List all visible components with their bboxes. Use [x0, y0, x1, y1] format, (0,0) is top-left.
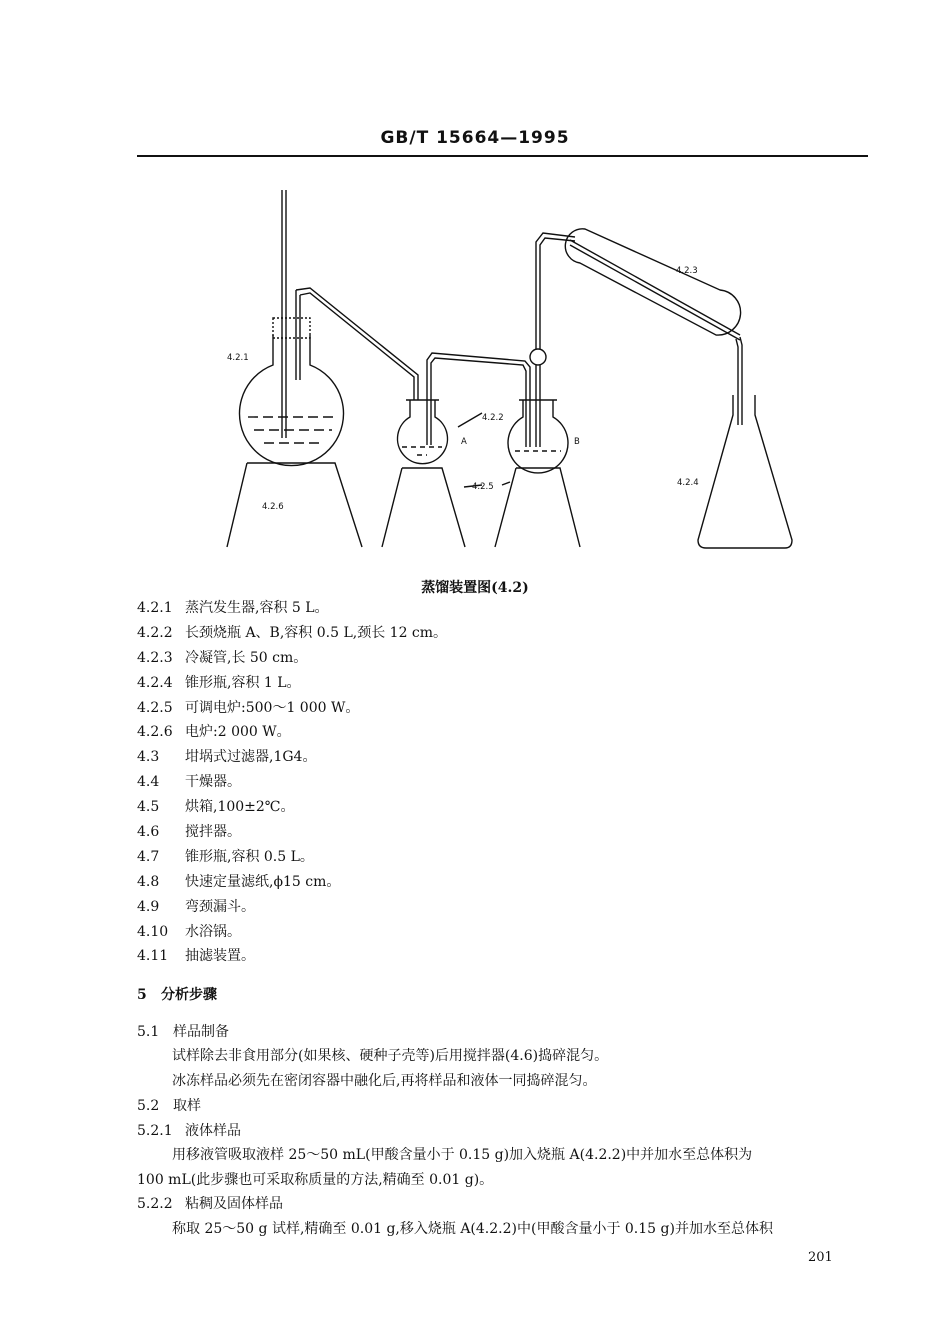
paragraph: 试样除去非食用部分(如果核、硬种子壳等)后用搅拌器(4.6)捣碎混匀。: [172, 1048, 609, 1064]
electric-stove-b: [495, 468, 580, 547]
condenser: [565, 229, 740, 340]
receiver-flask: [698, 395, 792, 548]
list-item: 4.2.2 长颈烧瓶 A、B,容积 0.5 L,颈长 12 cm。: [137, 625, 448, 641]
label-flask-a: A: [461, 437, 467, 447]
list-item: 4.2.1 蒸汽发生器,容积 5 L。: [137, 600, 329, 616]
section-heading: 5 分析步骤: [137, 987, 217, 1003]
list-item: 4.5 烘箱,100±2℃。: [137, 799, 295, 815]
flask-a: [398, 400, 448, 464]
distillation-apparatus-figure: [210, 185, 810, 555]
subsection-heading: 5.2.1 液体样品: [137, 1123, 241, 1139]
list-item: 4.10 水浴锅。: [137, 924, 241, 940]
header-rule: [137, 155, 868, 157]
label-4-2-1: 4.2.1: [227, 353, 249, 363]
paragraph: 100 mL(此步骤也可采取称质量的方法,精确至 0.01 g)。: [137, 1172, 494, 1188]
label-4-2-6: 4.2.6: [262, 502, 284, 512]
subsection-heading: 5.1 样品制备: [137, 1024, 229, 1040]
paragraph: 冰冻样品必须先在密闭容器中融化后,再将样品和液体一同捣碎混匀。: [172, 1073, 597, 1089]
list-item: 4.6 搅拌器。: [137, 824, 241, 840]
paragraph: 用移液管吸取液样 25～50 mL(甲酸含量小于 0.15 g)加入烧瓶 A(4.2.2)中并加水至总体积为: [172, 1147, 753, 1163]
label-4-2-3: 4.2.3: [676, 266, 698, 276]
list-item: 4.4 干燥器。: [137, 774, 241, 790]
electric-stove-a: [382, 468, 465, 547]
list-item: 4.2.6 电炉:2 000 W。: [137, 724, 291, 740]
list-item: 4.8 快速定量滤纸,ϕ15 cm。: [137, 874, 341, 890]
list-item: 4.11 抽滤装置。: [137, 948, 255, 964]
label-flask-b: B: [574, 437, 580, 447]
list-item: 4.2.5 可调电炉:500～1 000 W。: [137, 700, 360, 716]
standard-code: GB/T 15664—1995: [380, 128, 570, 148]
page-number: 201: [808, 1250, 833, 1265]
flask-b: [508, 349, 568, 473]
label-4-2-4: 4.2.4: [677, 478, 699, 488]
electric-stove-large: [227, 463, 362, 547]
list-item: 4.2.4 锥形瓶,容积 1 L。: [137, 675, 301, 691]
label-4-2-5: 4.2.5: [472, 482, 494, 492]
subsection-heading: 5.2.2 粘稠及固体样品: [137, 1196, 283, 1212]
figure-caption: 蒸馏装置图(4.2): [421, 580, 529, 596]
subsection-heading: 5.2 取样: [137, 1098, 201, 1114]
list-item: 4.7 锥形瓶,容积 0.5 L。: [137, 849, 314, 865]
list-item: 4.9 弯颈漏斗。: [137, 899, 255, 915]
label-4-2-2: 4.2.2: [482, 413, 504, 423]
steam-generator-flask: [240, 190, 344, 466]
list-item: 4.2.3 冷凝管,长 50 cm。: [137, 650, 308, 666]
list-item: 4.3 坩埚式过滤器,1G4。: [137, 749, 317, 765]
paragraph: 称取 25～50 g 试样,精确至 0.01 g,移入烧瓶 A(4.2.2)中(甲酸含量小于 0.15 g)并加水至总体积: [172, 1221, 773, 1237]
